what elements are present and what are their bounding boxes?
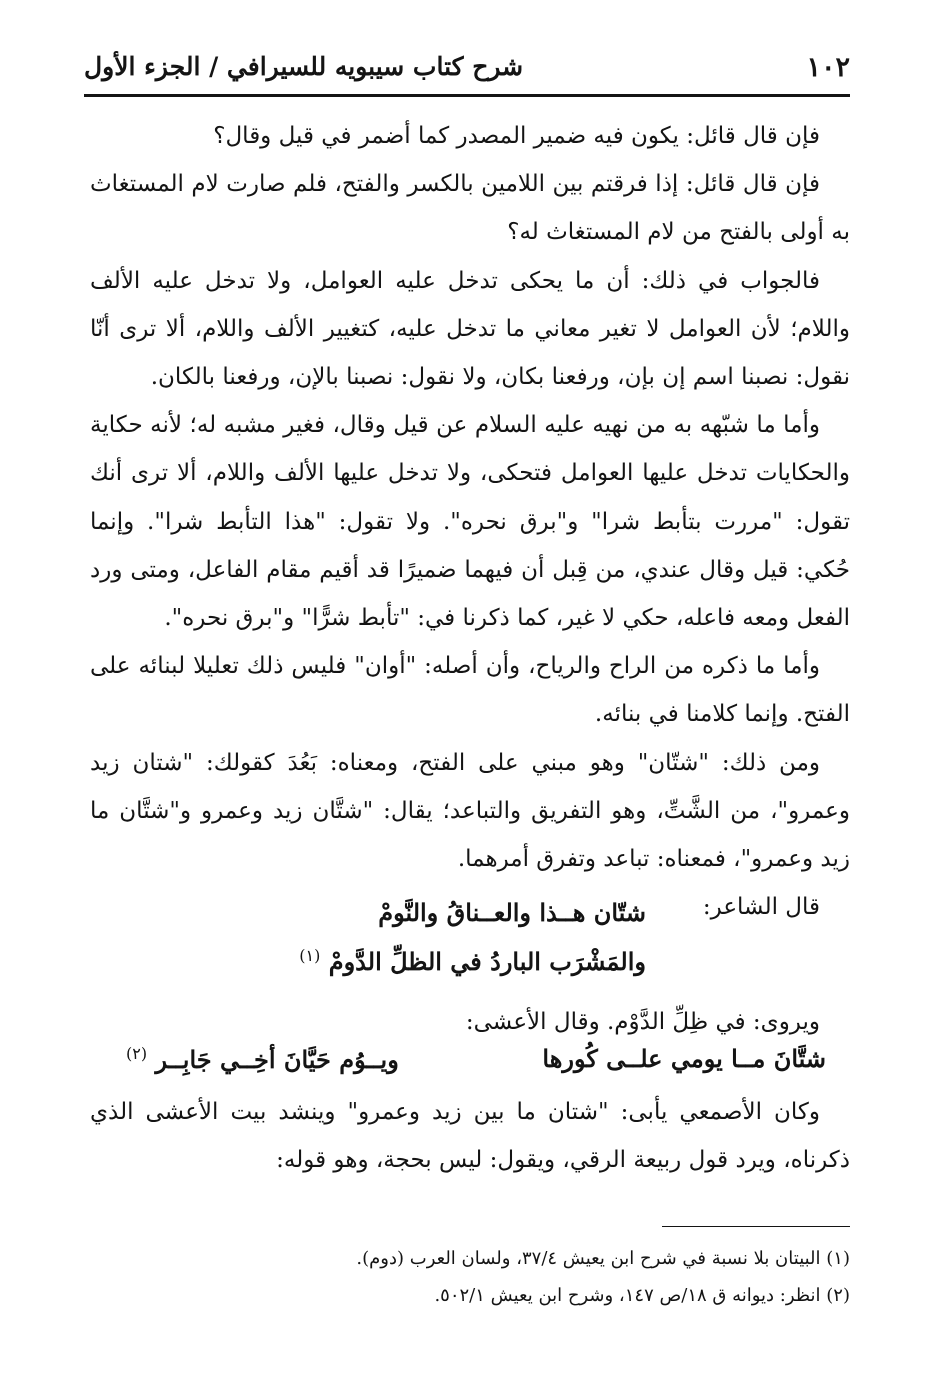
verse-intro <box>90 998 850 1046</box>
verse-hemistich-right: شتَّانَ مــا يومي علــى كُورها <box>542 1044 826 1073</box>
paragraph: وأما ما شبّهه به من نهيه عليه السلام عن قيل وقال، فغير مشبه له؛ لأنه حكاية والحكايات تدخل عليها العوامل فتحكى، ولا تدخل عليها الألف واللام، ألا ترى أنك تقول: "مررت بتأبط شرا" و"برق نحره". ولا تقول: "هذا التأبط شرا". وإنما حُكي: قيل وقال عندي، من قِبل أن فيهما ضميرًا قد أقيم مقام الفاعل، ومتى ورد الفعل ومعه فاعله، حكي لا غير، كما ذكرنا في: "تأبط شرًّا" و"برق نحره". <box>90 412 850 632</box>
footnote-marker: (٢) <box>126 1044 148 1063</box>
paragraph: وأما ما ذكره من الراح والرياح، وأن أصله: "أوان" فليس ذلك تعليلا لبنائه على الفتح. وإنما كلامنا في بنائه. <box>90 653 850 728</box>
paragraph: فإن قال قائل: إذا فرقتم بين اللامين بالكسر والفتح، فلم صارت لام المستغاث به أولى بالفتح من لام المستغاث له؟ <box>90 171 850 246</box>
paragraph: فالجواب في ذلك: أن ما يحكى تدخل عليه العوامل، ولا تدخل عليه الألف واللام؛ لأن العوامل لا تغير معاني ما تدخل عليه، كتغيير الألف واللام، ألا ترى أنّا نقول: نصبنا اسم إن بإن، ورفعنا بكان، ولا نقول: نصبنا بالإن، ورفعنا بالكان. <box>90 267 850 391</box>
main-text <box>90 112 850 931</box>
verse-line: شتّان هــذا والعــناقُ والنَّومْ <box>378 898 646 927</box>
paragraph: وكان الأصمعي يأبى: "شتان ما بين زيد وعمرو" وينشد بيت الأعشى الذي ذكرناه، ويرد قول ربيعة الرقي، ويقول: ليس بحجة، وهو قوله: <box>90 1099 850 1174</box>
paragraph: قال الشاعر: <box>702 894 820 921</box>
paragraph: ومن ذلك: "شتّان" وهو مبني على الفتح، ومعناه: بَعُدَ كقولك: "شتان زيد وعمرو"، من الشَّتِّ، وهو التفريق والتباعد؛ يقال: "شتَّان زيد وعمرو و"شتَّان ما زيد وعمرو"، فمعناه: تباعد وتفرق أمرهما. <box>90 749 850 873</box>
paragraph: فإن قال قائل: يكون فيه ضمير المصدر كما أضمر في قيل وقال؟ <box>213 123 820 149</box>
footnote-marker: (١) <box>299 946 321 965</box>
page-header <box>84 50 850 94</box>
page-number: ١٠٢ <box>806 52 850 83</box>
running-title: شرح كتاب سيبويه للسيرافي / الجزء الأول <box>84 52 524 81</box>
paragraph: ويروى: في ظِلِّ الدَّوْم. وقال الأعشى: <box>465 1009 820 1035</box>
verse-line: والمَشْرَب الباردُ في الظلِّ الدَّومْ $^{(١)}$ <box>299 946 646 976</box>
header-rule <box>84 94 850 97</box>
closing-text <box>90 1088 850 1184</box>
footnote: (١) البيتان بلا نسبة في شرح ابن يعيش ٣٧/٤، ولسان العرب (دوم). <box>356 1248 850 1269</box>
footnote: (٢) انظر: ديوانه ق ١٨/ص ١٤٧، وشرح ابن يعيش ٥٠٢/١. <box>434 1285 850 1306</box>
verse-hemistich-left: ويــوُم حَيَّانَ أخِــي جَابِــر $^{(٢)}$ <box>126 1044 399 1074</box>
footnotes <box>90 1240 850 1314</box>
footnote-rule <box>662 1226 850 1227</box>
